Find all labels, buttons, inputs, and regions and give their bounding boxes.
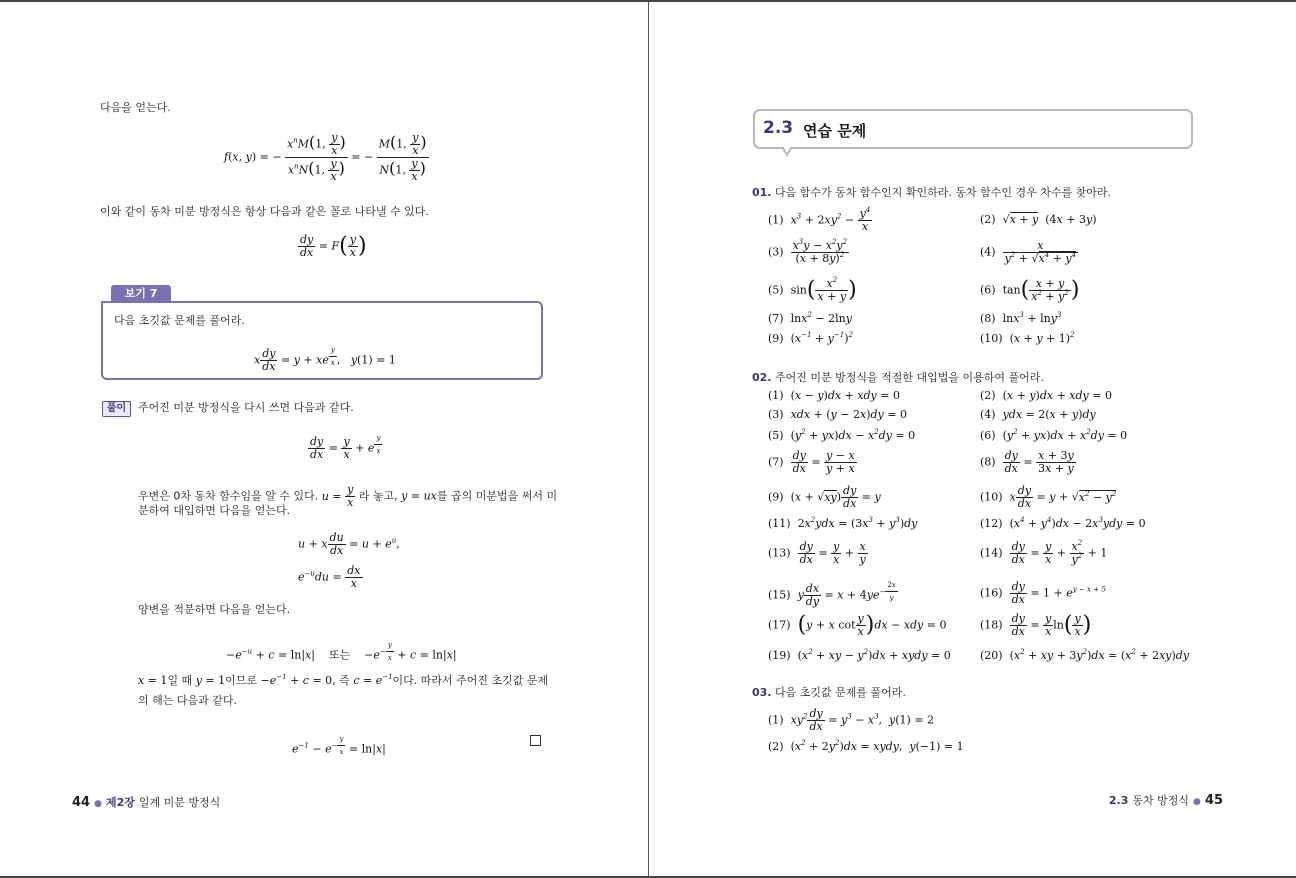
q1-item-9: (9) $(x^{-1} + y^{-1})^2$ bbox=[768, 331, 853, 345]
q2-item-3: (3) xdx + (y − 2x)dy = 0 bbox=[768, 408, 907, 421]
qed-square-icon bbox=[530, 735, 541, 746]
q2-item-7: (7) $\frac{dy}{dx}$ = $\frac{y - x}{y + x}$ bbox=[768, 449, 855, 475]
left-page-number: 44 bbox=[72, 795, 91, 810]
q1-item-6: (6) tan( $\frac{x + y}{x^2 + y^2}$ ) bbox=[980, 277, 1080, 303]
question-3-number: 03. bbox=[752, 686, 772, 699]
q2-item-4: (4) ydx = 2(x + y)dy bbox=[980, 408, 1096, 421]
q2-item-18: (18) $\frac{dy}{dx}$ = $\frac{y}{x}$ ln( $\frac{y}{x}$ ) bbox=[980, 612, 1092, 638]
q2-item-13: (13) $\frac{dy}{dx}$ = $\frac{y}{x}$ + $\frac{x}{y}$ bbox=[768, 540, 866, 566]
q3-item-1: (1) $xy^2$ $\frac{dy}{dx}$ = $y^3 - x^3$, y(1) = 2 bbox=[768, 707, 935, 733]
footer-dot-icon: ● bbox=[94, 799, 102, 809]
q2-item-14: (14) $\frac{dy}{dx}$ = $\frac{y}{x}$ + $\frac{x^2}{y^2}$ + 1 bbox=[980, 539, 1108, 566]
q1-item-8: (8) lnx$^3$ + lny$^3$ bbox=[980, 311, 1062, 325]
intro-text: 다음을 얻는다. bbox=[100, 101, 171, 114]
section-number: 2.3 bbox=[763, 118, 794, 138]
example-label: 보기 7 bbox=[111, 285, 171, 302]
q2-item-9: (9) (x + √xy) $\frac{dy}{dx}$ = y bbox=[768, 484, 881, 510]
or-word: 또는 bbox=[328, 648, 351, 662]
callout-tail-inner bbox=[783, 146, 791, 153]
footer-chapter-title: 일계 미분 방정식 bbox=[138, 796, 221, 809]
question-1 bbox=[752, 186, 1111, 200]
q2-item-15: (15) y $\frac{dx}{dy}$ = $x + 4ye^{- \frac{2x}{y}}$ bbox=[768, 581, 896, 608]
solution-text-constant-c: , 즉 bbox=[332, 674, 350, 687]
question-3-text: 다음 초깃값 문제를 풀어라. bbox=[775, 686, 906, 699]
formula-integrated: $-e^{-u} + c = \ln|x|$ 또는 $-e^{- \frac{y}{x}}$ + c = ln|x| bbox=[226, 641, 457, 662]
solution-text-substitute: 분하여 대입하면 다음을 얻는다. bbox=[138, 504, 291, 517]
question-1-number: 01. bbox=[752, 186, 772, 199]
q2-item-16: (16) $\frac{dy}{dx}$ = $1 + e^{y - x + 5}$ bbox=[980, 580, 1106, 606]
solution-text-result: 의 해는 다음과 같다. bbox=[138, 694, 237, 707]
solution-text-degree: 우변은 0차 동차 함수임을 알 수 있다. u = $\frac{y}{x}$ 라 놓고, y = ux를 곱의 미분법을 써서 미 bbox=[138, 483, 558, 509]
solution-text-rewrite: 주어진 미분 방정식을 다시 쓰면 다음과 같다. bbox=[138, 401, 354, 414]
q1-item-3: (3) $\frac{x^3y - x^2y^2}{(x + 8y)^2}$ bbox=[768, 238, 848, 265]
solution-text-degree-a: 우변은 0차 동차 함수임을 알 수 있다. bbox=[138, 489, 319, 503]
q2-item-11: (11) $2x^2ydx = (3x^3 + y^3)dy$ bbox=[768, 516, 918, 530]
q1-item-1: (1) $x^3 + 2xy^2$ − $\frac{y^4}{x}$ bbox=[768, 206, 871, 233]
q2-item-19: (19) ($x^2$ + xy − $y^2)dx$ + xydy = 0 bbox=[768, 648, 951, 662]
section-title: 연습 문제 bbox=[803, 122, 867, 140]
formula-substituted: u + x $\frac{du}{dx}$ = $u + e^u$, bbox=[298, 531, 400, 557]
question-2-number: 02. bbox=[752, 371, 772, 384]
question-1-text: 다음 함수가 동차 함수인지 확인하라. 동차 함수인 경우 차수를 찾아라. bbox=[775, 186, 1111, 199]
formula-f-homogeneous: f(x, y) = − $x^nM(1$, $\frac{y}{x}$ ) $x^nN(1$, $\frac{y}{x}$ ) = − M(1, $\frac{y}{x}$ ) N(1, $\frac{y}{x}$ ) bbox=[224, 131, 427, 183]
q1-item-10: (10) $(x + y + 1)^2$ bbox=[980, 331, 1075, 345]
q2-item-12: (12) $(x^4 + y^4)dx - 2x^3ydy = 0$ bbox=[980, 516, 1146, 530]
footer-chapter: 제2장 bbox=[105, 796, 135, 809]
solution-text-constant-b: 이므로 bbox=[225, 674, 258, 687]
solution-text-constant-a: 일 때 bbox=[167, 674, 193, 687]
q1-item-7: (7) lnx$^2$ − 2lny bbox=[768, 311, 852, 325]
right-page-number: 45 bbox=[1204, 793, 1223, 808]
q1-item-4: (4) $\frac{x}{y^2 + √x^4 + y^4}$ bbox=[980, 239, 1077, 265]
solution-label: 풀이 bbox=[102, 401, 131, 417]
q2-item-20: (20) ($x^2$ + xy + $3y^2)dx = (x^2 + 2xy)dy$ bbox=[980, 648, 1190, 662]
q2-item-1: (1) (x − y)dx + xdy = 0 bbox=[768, 389, 900, 402]
q1-item-2: (2) √x + y (4x + 3y) bbox=[980, 213, 1097, 226]
footer-dot-icon-right: ● bbox=[1193, 797, 1201, 807]
solution-text-constant: x = 1일 때 y = 1이므로 $-e^{-1} + c = 0$, 즉 $c = e^{-1}$이다. 따라서 주어진 초깃값 문제 bbox=[138, 673, 549, 687]
footer-section-number: 2.3 bbox=[1108, 794, 1129, 807]
question-3 bbox=[752, 686, 906, 700]
question-2-text: 주어진 미분 방정식을 적절한 대입법을 이용하여 풀어라. bbox=[775, 371, 1044, 384]
q2-item-10: (10) x $\frac{dy}{dx}$ = $y + √x^2 - y^2$ bbox=[980, 484, 1117, 510]
formula-separated: $e^{-u}du$ = $\frac{dx}{x}$ bbox=[298, 564, 361, 590]
solution-text-integrate: 양변을 적분하면 다음을 얻는다. bbox=[138, 603, 291, 616]
q2-item-17: (17) (y + x cot $\frac{y}{x}$ )dx − xdy = 0 bbox=[768, 612, 947, 638]
q3-item-2: (2) $(x^2 + 2y^2)dx$ = xydy, y(−1) = 1 bbox=[768, 739, 964, 753]
example-ivp-equation: x $\frac{dy}{dx}$ = y + xe $^{\frac{y}{x}}$ , y(1) = 1 bbox=[254, 346, 396, 373]
q1-item-5: (5) sin( $\frac{x^2}{x + y}$ ) bbox=[768, 276, 857, 303]
right-footer bbox=[1109, 792, 1223, 808]
footer-section-title: 동차 방정식 bbox=[1132, 794, 1190, 807]
homogeneous-form-text: 이와 같이 동차 미분 방정식은 항상 다음과 같은 꼴로 나타낼 수 있다. bbox=[100, 205, 429, 218]
solution-text-degree-b: 라 놓고, bbox=[358, 489, 398, 503]
solution-text-degree-c: 를 곱의 미분법을 써서 미 bbox=[436, 489, 558, 503]
formula-final-solution: $e^{-1} - e^{- \frac{y}{x}}$ = ln|x| bbox=[292, 735, 386, 756]
question-2 bbox=[752, 371, 1044, 385]
q2-item-6: (6) $(y^2 + yx)dx + x^2dy = 0$ bbox=[980, 428, 1128, 442]
formula-dydx-F: $\frac{dy}{dx}$ = F( $\frac{y}{x}$ ) bbox=[300, 233, 367, 259]
left-footer bbox=[72, 794, 220, 810]
q2-item-2: (2) (x + y)dx + xdy = 0 bbox=[980, 389, 1112, 402]
solution-text-constant-d: 이다. 따라서 주어진 초깃값 문제 bbox=[392, 674, 549, 687]
formula-rewritten-ode: $\frac{dy}{dx}$ = $\frac{y}{x}$ + e $^{\frac{y}{x}}$ bbox=[310, 434, 381, 461]
q2-item-8: (8) $\frac{dy}{dx}$ = $\frac{x + 3y}{3x + y}$ bbox=[980, 449, 1074, 475]
left-page bbox=[0, 2, 648, 876]
q2-item-5: (5) $(y^2 + yx)dx - x^2dy = 0$ bbox=[768, 428, 916, 442]
example-prompt: 다음 초깃값 문제를 풀어라. bbox=[114, 314, 245, 327]
